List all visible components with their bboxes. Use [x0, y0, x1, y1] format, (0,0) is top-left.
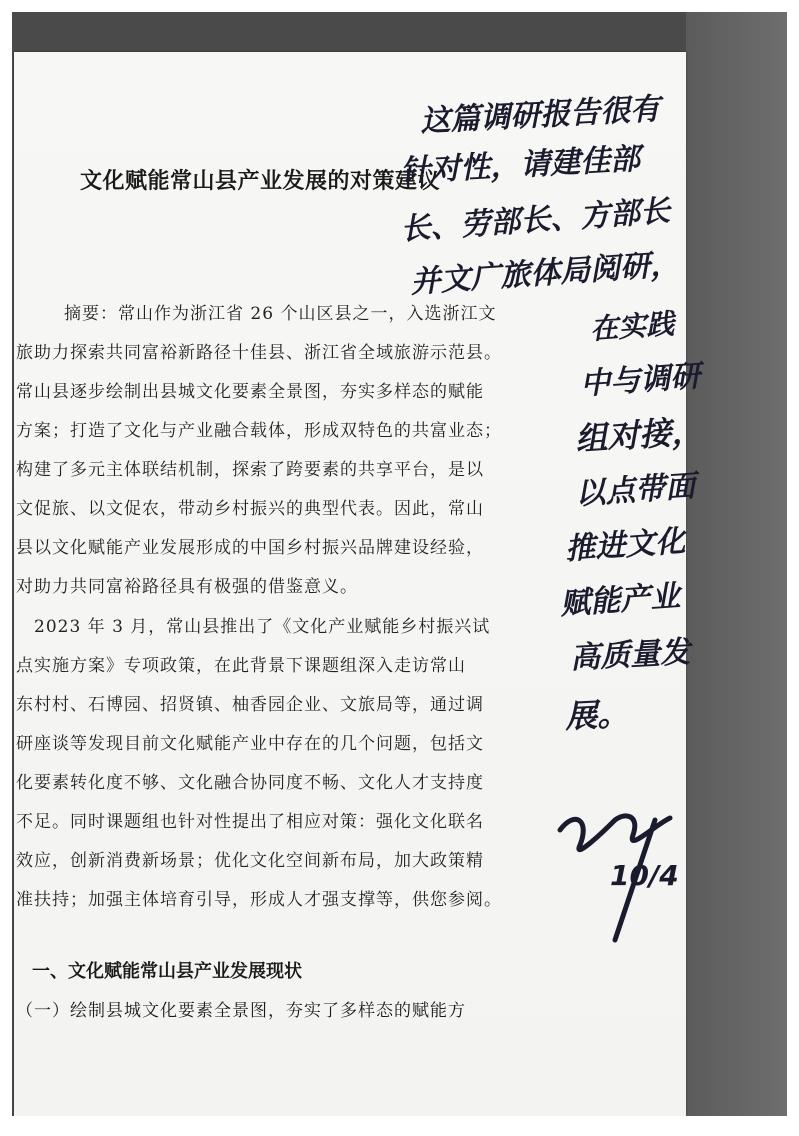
body-line: 效应，创新消费新场景；优化文化空间新布局，加大政策精: [16, 851, 484, 871]
abstract-line: 构建了多元主体联结机制，探索了跨要素的共享平台，是以: [16, 460, 484, 480]
abstract-line: 旅助力探索共同富裕新路径十佳县、浙江省全域旅游示范县。: [16, 343, 502, 363]
body-line: 不足。同时课题组也针对性提出了相应对策：强化文化联名: [16, 812, 484, 832]
handwritten-note-line: 以点带面: [574, 468, 697, 513]
body-line: 准扶持；加强主体培育引导，形成人才强支撑等，供您参阅。: [16, 890, 502, 910]
abstract-line: 摘要：常山作为浙江省 26 个山区县之一，入选浙江文: [64, 304, 497, 324]
section-heading: 一、文化赋能常山县产业发展现状: [32, 961, 302, 982]
handwritten-note-line: 推进文化: [564, 523, 687, 568]
abstract-line: 县以文化赋能产业发展形成的中国乡村振兴品牌建设经验，: [16, 538, 484, 558]
handwritten-note-line: 展。: [564, 694, 631, 736]
abstract-line: 常山县逐步绘制出县城文化要素全景图，夯实多样态的赋能: [16, 382, 484, 402]
body-line: 研座谈等发现目前文化赋能产业中存在的几个问题，包括文: [16, 734, 484, 754]
handwritten-signature: [545, 790, 695, 950]
handwritten-note-line: 高质量发: [569, 634, 692, 677]
page-bottom-margin: [0, 1116, 799, 1136]
scanner-backdrop-edge: [686, 12, 787, 1116]
signature-date: 10/4: [610, 859, 679, 892]
abstract-line: 方案；打造了文化与产业融合载体，形成双特色的共富业态；: [16, 421, 502, 441]
body-line: 化要素转化度不够、文化融合协同度不畅、文化人才支持度: [16, 773, 484, 793]
handwritten-note-line: 这篇调研报告很有: [419, 91, 661, 140]
body-line: 点实施方案》专项政策，在此背景下课题组深入走访常山: [16, 656, 466, 676]
handwritten-note-line: 长、劳部长、方部长: [399, 193, 672, 248]
handwritten-note-line: 在实践: [589, 307, 676, 346]
handwritten-note-line: 中与调研: [579, 358, 702, 403]
handwritten-note-line: 赋能产业: [559, 578, 682, 623]
abstract-line: 对助力共同富裕路径具有极强的借鉴意义。: [16, 577, 358, 597]
handwritten-note-line: 组对接，: [573, 411, 705, 459]
handwritten-note-line: 并文广旅体局阅研，: [409, 246, 682, 301]
body-line: 东村村、石博园、招贤镇、柚香园企业、文旅局等，通过调: [16, 695, 484, 715]
body-line: 2023 年 3 月，常山县推出了《文化产业赋能乡村振兴试: [34, 617, 491, 637]
subsection-heading: （一）绘制县城文化要素全景图，夯实了多样态的赋能方: [16, 1001, 466, 1021]
document-title: 文化赋能常山县产业发展的对策建议: [80, 168, 441, 194]
abstract-line: 文促旅、以文促农，带动乡村振兴的典型代表。因此，常山: [16, 499, 484, 519]
handwritten-note-line: 针对性，请建佳部: [399, 141, 641, 190]
